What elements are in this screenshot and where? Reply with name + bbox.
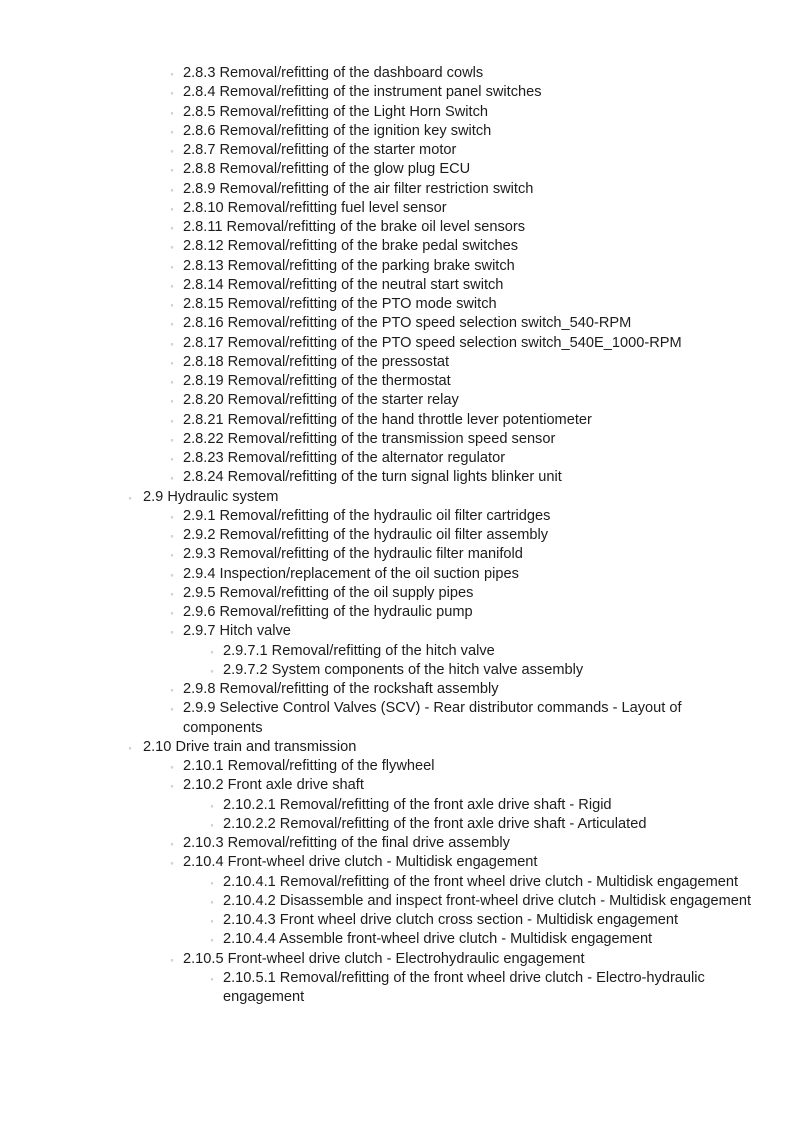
- toc-entry-label[interactable]: 2.8.15 Removal/refitting of the PTO mode switch: [183, 296, 497, 312]
- toc-entry-level-1[interactable]: [0, 488, 794, 507]
- bullet-icon: ◦: [170, 550, 174, 561]
- toc-entry-level-2[interactable]: [0, 834, 794, 853]
- toc-entry-level-3[interactable]: [0, 815, 794, 834]
- toc-entry-label[interactable]: 2.8.16 Removal/refitting of the PTO speed selection switch_540-RPM: [183, 315, 632, 332]
- toc-entry-level-2[interactable]: [0, 372, 794, 391]
- toc-entry-level-2[interactable]: [0, 853, 794, 872]
- toc-entry-label[interactable]: 2.8.23 Removal/refitting of the alternator regulator: [183, 450, 506, 466]
- toc-entry-label[interactable]: 2.10.2.1 Removal/refitting of the front axle drive shaft - Rigid: [223, 796, 612, 813]
- bullet-icon: ◦: [210, 973, 214, 984]
- toc-entry-label[interactable]: 2.10.2.2 Removal/refitting of the front axle drive shaft - Articulated: [223, 815, 647, 832]
- bullet-icon: ◦: [170, 69, 174, 79]
- bullet-icon: ◦: [170, 781, 174, 792]
- bullet-icon: ◦: [170, 473, 174, 484]
- bullet-icon: ◦: [170, 319, 174, 330]
- toc-entry-level-2[interactable]: [0, 122, 794, 141]
- bullet-icon: ◦: [170, 685, 174, 695]
- bullet-icon: ◦: [210, 877, 214, 888]
- toc-entry-level-3[interactable]: [0, 892, 794, 911]
- toc-entry-label[interactable]: 2.8.21 Removal/refitting of the hand throttle lever potentiometer: [183, 411, 592, 428]
- bullet-icon: ◦: [170, 184, 174, 195]
- toc-entry-label[interactable]: 2.8.22 Removal/refitting of the transmission speed sensor: [183, 430, 556, 447]
- bullet-icon: ◦: [170, 608, 174, 618]
- toc-entry-level-2[interactable]: [0, 257, 794, 276]
- toc-entry-label[interactable]: 2.8.17 Removal/refitting of the PTO speed selection switch_540E_1000-RPM: [183, 334, 682, 351]
- toc-entry-level-2[interactable]: [0, 141, 794, 160]
- bullet-icon: ◦: [170, 627, 174, 638]
- toc-entry-label[interactable]: 2.10.4.3 Front wheel drive clutch cross section - Multidisk engagement: [223, 912, 679, 928]
- toc-entry-label[interactable]: 2.10.4.4 Assemble front-wheel drive clutch - Multidisk engagement: [223, 931, 653, 948]
- toc-entry-label[interactable]: 2.9.4 Inspection/replacement of the oil suction pipes: [183, 565, 519, 582]
- toc-entry-level-3[interactable]: [0, 642, 794, 661]
- toc-entry-label[interactable]: 2.8.6 Removal/refitting of the ignition key switch: [183, 122, 492, 139]
- toc-entry-level-2[interactable]: [0, 468, 794, 487]
- bullet-icon: ◦: [128, 492, 132, 503]
- toc-entry-label[interactable]: 2.9.9 Selective Control Valves (SCV) - Rear distributor commands - Layout of components: [183, 700, 682, 736]
- toc-entry-label[interactable]: 2.9.2 Removal/refitting of the hydraulic oil filter assembly: [183, 527, 549, 543]
- bullet-icon: ◦: [170, 569, 174, 580]
- toc-entry-label[interactable]: 2.10.4 Front-wheel drive clutch - Multidisk engagement: [183, 854, 538, 871]
- toc-entry-level-2[interactable]: [0, 757, 794, 776]
- toc-entry-label[interactable]: 2.9.5 Removal/refitting of the oil supply pipes: [183, 584, 474, 601]
- toc-entry-label[interactable]: 2.8.19 Removal/refitting of the thermostat: [183, 373, 451, 389]
- toc-entry-level-2[interactable]: [0, 218, 794, 237]
- toc-entry-label[interactable]: 2.8.3 Removal/refitting of the dashboard cowls: [183, 65, 484, 81]
- bullet-icon: ◦: [170, 242, 174, 253]
- bullet-icon: ◦: [170, 203, 174, 214]
- bullet-icon: ◦: [170, 146, 174, 156]
- toc-entry-label[interactable]: 2.8.13 Removal/refitting of the parking brake switch: [183, 257, 515, 274]
- toc-entry-label[interactable]: 2.8.7 Removal/refitting of the starter motor: [183, 142, 457, 158]
- toc-entry-label[interactable]: 2.8.12 Removal/refitting of the brake pedal switches: [183, 238, 519, 255]
- bullet-icon: ◦: [170, 126, 174, 137]
- bullet-icon: ◦: [170, 357, 174, 368]
- toc-entry-label[interactable]: 2.9.3 Removal/refitting of the hydraulic filter manifold: [183, 546, 523, 563]
- bullet-icon: ◦: [170, 415, 174, 426]
- toc-entry-label[interactable]: 2.10.2 Front axle drive shaft: [183, 777, 364, 794]
- toc-entry-level-2[interactable]: [0, 199, 794, 218]
- toc-entry-level-2[interactable]: [0, 699, 794, 738]
- toc-entry-level-2[interactable]: [0, 411, 794, 430]
- toc-entry-level-2[interactable]: [0, 603, 794, 622]
- toc-entry-level-2[interactable]: [0, 391, 794, 410]
- bullet-icon: ◦: [210, 896, 214, 907]
- toc-entry-level-2[interactable]: [0, 430, 794, 449]
- toc-entry-label[interactable]: 2.8.11 Removal/refitting of the brake oil level sensors: [183, 219, 526, 235]
- bullet-icon: ◦: [170, 762, 174, 772]
- toc-entry-label[interactable]: 2.10.4.2 Disassemble and inspect front-wheel drive clutch - Multidisk engagement: [223, 892, 752, 909]
- toc-entry-level-2[interactable]: [0, 64, 794, 83]
- toc-entry-level-3[interactable]: [0, 796, 794, 815]
- toc-entry-label[interactable]: 2.10 Drive train and transmission: [143, 738, 357, 755]
- bullet-icon: ◦: [170, 88, 174, 99]
- toc-entry-label[interactable]: 2.8.18 Removal/refitting of the pressostat: [183, 353, 450, 370]
- bullet-icon: ◦: [170, 839, 174, 849]
- toc-entry-level-2[interactable]: [0, 449, 794, 468]
- toc-entry-level-2[interactable]: [0, 314, 794, 333]
- bullet-icon: ◦: [170, 338, 174, 349]
- toc-entry-level-2[interactable]: [0, 160, 794, 179]
- toc-entry-label[interactable]: 2.9.7.2 System components of the hitch valve assembly: [223, 661, 584, 678]
- bullet-icon: ◦: [210, 819, 214, 830]
- bullet-icon: ◦: [170, 858, 174, 869]
- bullet-icon: ◦: [128, 742, 132, 753]
- toc-entry-level-2[interactable]: [0, 526, 794, 545]
- toc-entry-level-1[interactable]: [0, 738, 794, 757]
- toc-entry-level-2[interactable]: [0, 545, 794, 564]
- bullet-icon: ◦: [170, 454, 174, 464]
- toc-entry-level-2[interactable]: [0, 584, 794, 603]
- toc-entry-level-2[interactable]: [0, 103, 794, 122]
- bullet-icon: ◦: [210, 665, 214, 676]
- bullet-icon: ◦: [170, 377, 174, 387]
- toc-entry-label[interactable]: 2.9 Hydraulic system: [143, 488, 279, 505]
- toc-entry-label[interactable]: 2.9.6 Removal/refitting of the hydraulic pump: [183, 604, 473, 620]
- toc-entry-label[interactable]: 2.9.1 Removal/refitting of the hydraulic oil filter cartridges: [183, 507, 551, 524]
- toc-entry-level-2[interactable]: [0, 237, 794, 256]
- bullet-icon: ◦: [170, 300, 174, 310]
- toc-entry-level-2[interactable]: [0, 276, 794, 295]
- toc-entry-label[interactable]: 2.9.7.1 Removal/refitting of the hitch valve: [223, 642, 495, 659]
- toc-entry-level-2[interactable]: [0, 950, 794, 969]
- bullet-icon: ◦: [170, 588, 174, 599]
- toc-entry-level-3[interactable]: [0, 911, 794, 930]
- toc-entry-level-3[interactable]: [0, 969, 794, 1008]
- table-of-contents: [0, 64, 794, 1007]
- bullet-icon: ◦: [170, 954, 174, 965]
- toc-entry-level-2[interactable]: [0, 180, 794, 199]
- bullet-icon: ◦: [170, 511, 174, 522]
- bullet-icon: ◦: [170, 261, 174, 272]
- toc-entry-level-2[interactable]: [0, 776, 794, 795]
- bullet-icon: ◦: [210, 646, 214, 657]
- toc-entry-label[interactable]: 2.10.5 Front-wheel drive clutch - Electrohydraulic engagement: [183, 950, 585, 967]
- bullet-icon: ◦: [170, 280, 174, 291]
- toc-entry-label[interactable]: 2.10.1 Removal/refitting of the flywheel: [183, 758, 435, 774]
- toc-entry-label[interactable]: 2.10.3 Removal/refitting of the final drive assembly: [183, 835, 510, 851]
- toc-entry-label[interactable]: 2.8.10 Removal/refitting fuel level sensor: [183, 199, 447, 216]
- toc-entry-level-2[interactable]: [0, 507, 794, 526]
- toc-entry-label[interactable]: 2.8.14 Removal/refitting of the neutral start switch: [183, 276, 504, 293]
- bullet-icon: ◦: [210, 800, 214, 811]
- toc-entry-level-2[interactable]: [0, 565, 794, 584]
- toc-entry-level-2[interactable]: [0, 295, 794, 314]
- toc-entry-level-2[interactable]: [0, 83, 794, 102]
- bullet-icon: ◦: [170, 531, 174, 541]
- bullet-icon: ◦: [170, 704, 174, 715]
- toc-entry-label[interactable]: 2.10.4.1 Removal/refitting of the front wheel drive clutch - Multidisk engagement: [223, 873, 739, 890]
- toc-entry-level-3[interactable]: [0, 930, 794, 949]
- toc-entry-label[interactable]: 2.8.8 Removal/refitting of the glow plug ECU: [183, 161, 471, 178]
- toc-entry-label[interactable]: 2.8.9 Removal/refitting of the air filter restriction switch: [183, 180, 534, 197]
- bullet-icon: ◦: [170, 396, 174, 407]
- toc-entry-level-3[interactable]: [0, 873, 794, 892]
- toc-entry-label[interactable]: 2.9.8 Removal/refitting of the rockshaft assembly: [183, 681, 499, 697]
- toc-entry-level-2[interactable]: [0, 353, 794, 372]
- toc-entry-label[interactable]: 2.8.4 Removal/refitting of the instrument panel switches: [183, 84, 542, 101]
- toc-entry-label[interactable]: 2.9.7 Hitch valve: [183, 623, 291, 640]
- toc-entry-label[interactable]: 2.8.20 Removal/refitting of the starter relay: [183, 392, 459, 409]
- toc-entry-level-3[interactable]: [0, 661, 794, 680]
- toc-entry-level-2[interactable]: [0, 622, 794, 641]
- toc-entry-level-2[interactable]: [0, 680, 794, 699]
- bullet-icon: ◦: [170, 223, 174, 233]
- bullet-icon: ◦: [210, 916, 214, 926]
- toc-entry-label[interactable]: 2.8.5 Removal/refitting of the Light Horn Switch: [183, 103, 489, 120]
- bullet-icon: ◦: [170, 107, 174, 118]
- toc-entry-label[interactable]: 2.8.24 Removal/refitting of the turn signal lights blinker unit: [183, 469, 562, 486]
- toc-entry-label[interactable]: 2.10.5.1 Removal/refitting of the front wheel drive clutch - Electro-hydraulic engagement: [223, 969, 705, 1005]
- bullet-icon: ◦: [170, 165, 174, 176]
- bullet-icon: ◦: [170, 434, 174, 445]
- bullet-icon: ◦: [210, 935, 214, 946]
- toc-entry-level-2[interactable]: [0, 334, 794, 353]
